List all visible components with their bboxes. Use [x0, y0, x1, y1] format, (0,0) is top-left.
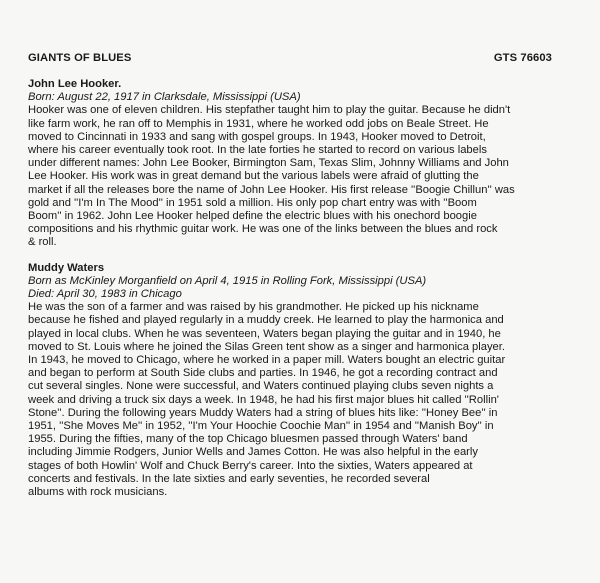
catalog-number: GTS 76603	[493, 52, 552, 64]
artist-section-john-lee-hooker	[28, 78, 552, 250]
artist-section-muddy-waters	[28, 262, 552, 500]
artist-name: Muddy Waters	[28, 261, 105, 274]
artist-died: Died: April 30, 1983 in Chicago	[28, 288, 182, 301]
artist-born: Born: August 22, 1917 in Clarksdale, Mississippi (USA)	[28, 91, 301, 104]
liner-notes-page	[28, 52, 552, 511]
artist-biography: Hooker was one of eleven children. His stepfather taught him to play the guitar. Because he didn't like farm work, he ran off to Memphis in 1931, where he worked odd jobs on Beale Street. He moved to Cincinnati in 1933 and sang with gospel groups. In 1943, Hooker moved to Detroit, where his career eventually took root. In the late forties he started to record on various labels under different names: John Lee Booker, Birmington Sam, Texas Slim, Johnny Williams and John Lee Hooker. His work was in great demand but the various labels were afraid of glutting the market if all the releases bore the name of John Lee Hooker. His first release ''Boogie Chillun'' was gold and ''I'm In The Mood'' in 1951 sold a million. His only pop chart entry was with ''Boom Boom'' in 1962. John Lee Hooker helped define the electric blues with his onechord boogie compositions and his rhythmic guitar work. He was one of the links between the blues and rock & roll.	[28, 104, 515, 249]
artist-biography: He was the son of a farmer and was raised by his grandmother. He picked up his nickname because he fished and played regularly in a muddy creek. He learned to play the harmonica and played in local clubs. When he was seventeen, Waters began playing the guitar and in 1940, he moved to St. Louis where he joined the Silas Green tent show as a singer and harmonica player. In 1943, he moved to Chicago, where he worked in a paper mill. Waters bought an electric guitar and began to perform at South Side clubs and parties. In 1946, he got a recording contract and cut several singles. None were successful, and Waters continued playing clubs seven nights a week and driving a truck six days a week. In 1948, he had his first major blues hit called ''Rollin' Stone''. During the following years Muddy Waters had a string of blues hits like: ''Honey Bee'' in 1951, ''She Moves Me'' in 1952, ''I'm Your Hoochie Coochie Man'' in 1954 and ''Manish Boy'' in 1955. During the fifties, many of the top Chicago bluesmen passed through Waters' band including Jimmie Rodgers, Junior Wells and James Cotton. He was also helpful in the early stages of both Howlin' Wolf and Chuck Berry's career. Into the sixties, Waters appeared at concerts and festivals. In the late sixties and early seventies, he recorded several albums with rock musicians.	[28, 301, 506, 499]
artist-name: John Lee Hooker.	[28, 78, 122, 90]
artist-born: Born as McKinley Morganfield on April 4, 1915 in Rolling Fork, Mississippi (USA)	[28, 274, 427, 287]
page-header	[28, 52, 552, 64]
collection-title: GIANTS OF BLUES	[28, 52, 132, 64]
